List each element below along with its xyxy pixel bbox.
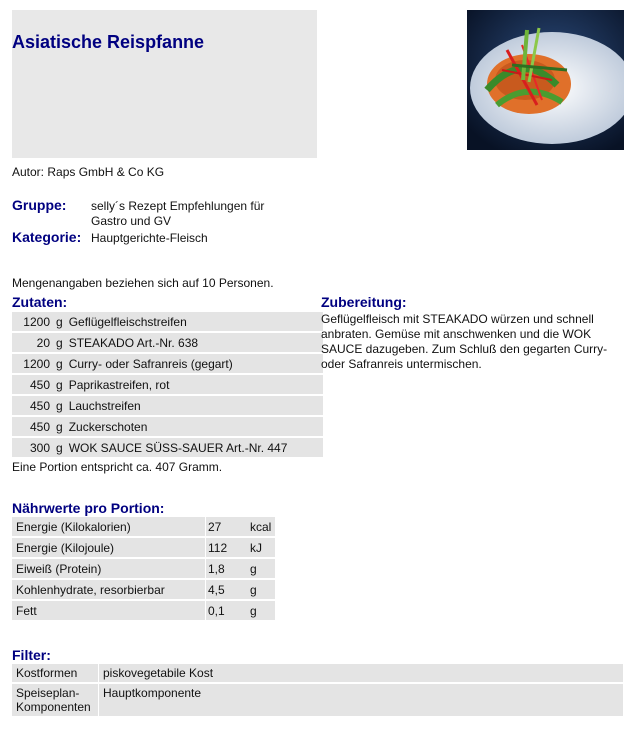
filter-table xyxy=(12,662,623,718)
ingredient-qty: 300 xyxy=(12,438,54,457)
nutrition-unit: g xyxy=(246,559,275,578)
filter-row xyxy=(12,684,623,716)
ingredient-name: Paprikastreifen, rot xyxy=(65,375,323,394)
nutrition-name: Eiweiß (Protein) xyxy=(12,559,205,578)
ingredient-row xyxy=(12,333,323,352)
ingredient-row xyxy=(12,312,323,331)
page-title: Asiatische Reispfanne xyxy=(12,32,205,52)
ingredient-unit: g xyxy=(54,438,65,457)
nutrition-heading: Nährwerte pro Portion: xyxy=(12,500,165,516)
ingredient-row xyxy=(12,417,323,436)
nutrition-table xyxy=(12,515,275,622)
ingredient-qty: 1200 xyxy=(12,354,54,373)
title-box xyxy=(12,10,317,158)
portion-note: Eine Portion entspricht ca. 407 Gramm. xyxy=(12,460,223,474)
nutrition-value: 112 xyxy=(206,538,246,557)
ingredients-table xyxy=(12,310,323,459)
ingredient-row xyxy=(12,375,323,394)
nutrition-name: Fett xyxy=(12,601,205,620)
nutrition-row xyxy=(12,538,275,557)
filter-value: piskovegetabile Kost xyxy=(99,664,623,682)
ingredient-unit: g xyxy=(54,312,65,331)
ingredient-qty: 450 xyxy=(12,417,54,436)
nutrition-value: 1,8 xyxy=(206,559,246,578)
nutrition-unit: g xyxy=(246,601,275,620)
ingredient-unit: g xyxy=(54,375,65,394)
preparation-heading: Zubereitung: xyxy=(321,294,407,310)
filter-row xyxy=(12,664,623,682)
ingredients-heading: Zutaten: xyxy=(12,294,68,310)
ingredient-name: Geflügelfleischstreifen xyxy=(65,312,323,331)
filter-value: Hauptkomponente xyxy=(99,684,623,716)
ingredient-unit: g xyxy=(54,396,65,415)
ingredient-name: Lauchstreifen xyxy=(65,396,323,415)
nutrition-value: 0,1 xyxy=(206,601,246,620)
ingredient-qty: 450 xyxy=(12,375,54,394)
nutrition-row xyxy=(12,580,275,599)
ingredient-row xyxy=(12,354,323,373)
nutrition-name: Energie (Kilojoule) xyxy=(12,538,205,557)
ingredient-unit: g xyxy=(54,417,65,436)
nutrition-name: Kohlenhydrate, resorbierbar xyxy=(12,580,205,599)
category-value: Hauptgerichte-Fleisch xyxy=(91,231,208,245)
filter-label: Speiseplan-Komponenten xyxy=(12,684,98,716)
ingredient-qty: 450 xyxy=(12,396,54,415)
ingredient-unit: g xyxy=(54,354,65,373)
category-label: Kategorie: xyxy=(12,229,82,245)
ingredient-qty: 20 xyxy=(12,333,54,352)
nutrition-row xyxy=(12,517,275,536)
nutrition-value: 27 xyxy=(206,517,246,536)
nutrition-unit: kcal xyxy=(246,517,275,536)
filter-heading: Filter: xyxy=(12,647,51,663)
author: Autor: Raps GmbH & Co KG xyxy=(12,165,165,179)
ingredient-unit: g xyxy=(54,333,65,352)
nutrition-unit: kJ xyxy=(246,538,275,557)
group-label: Gruppe: xyxy=(12,197,67,213)
ingredient-qty: 1200 xyxy=(12,312,54,331)
nutrition-row xyxy=(12,559,275,578)
ingredient-name: STEAKADO Art.-Nr. 638 xyxy=(65,333,323,352)
ingredient-name: WOK SAUCE SÜSS-SAUER Art.-Nr. 447 xyxy=(65,438,323,457)
preparation-text: Geflügelfleisch mit STEAKADO würzen und schnell anbraten. Gemüse mit anschwenken und die WOK SAUCE dazugeben. Zum Schluß den gegarten Curry- oder Safranreis untermischen. xyxy=(321,312,608,371)
nutrition-value: 4,5 xyxy=(206,580,246,599)
filter-label: Kostformen xyxy=(12,664,98,682)
ingredient-name: Curry- oder Safranreis (gegart) xyxy=(65,354,323,373)
group-value: selly´s Rezept Empfehlungen für Gastro und GV xyxy=(91,199,265,228)
ingredient-name: Zuckerschoten xyxy=(65,417,323,436)
ingredient-row xyxy=(12,396,323,415)
ingredient-row xyxy=(12,438,323,457)
nutrition-name: Energie (Kilokalorien) xyxy=(12,517,205,536)
nutrition-unit: g xyxy=(246,580,275,599)
dish-photo xyxy=(467,10,624,150)
quantity-note: Mengenangaben beziehen sich auf 10 Personen. xyxy=(12,276,274,290)
nutrition-row xyxy=(12,601,275,620)
